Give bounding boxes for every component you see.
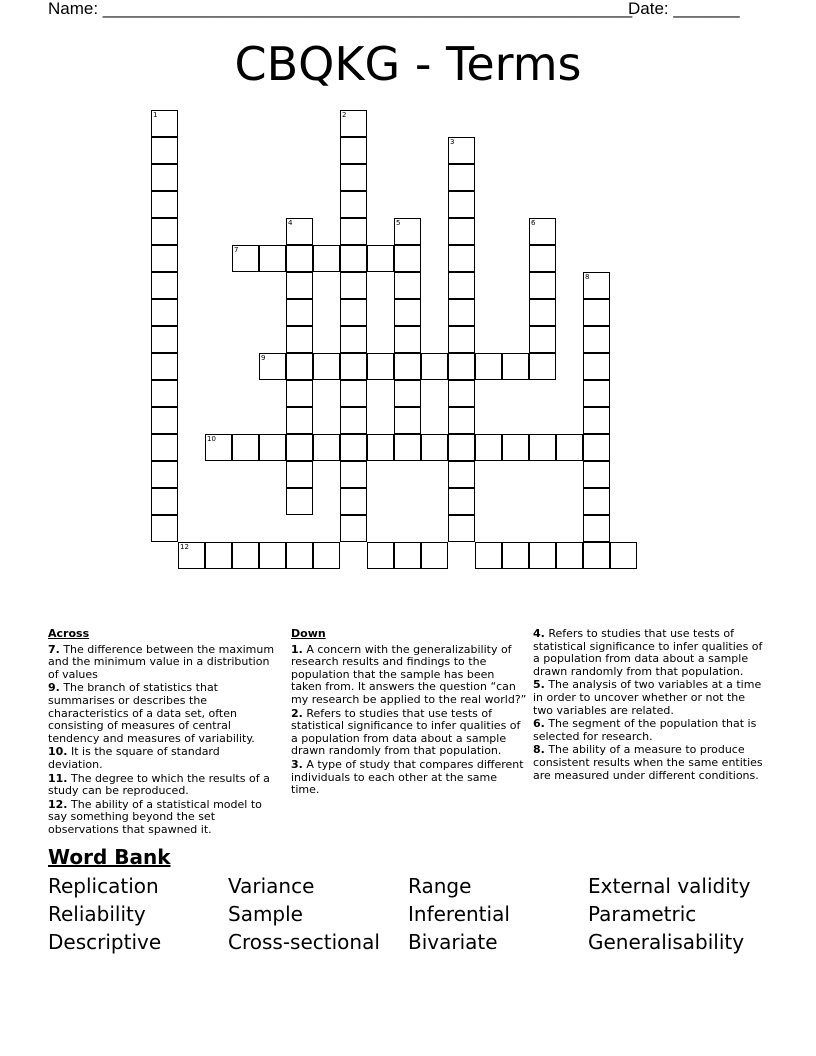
clue-item-text: A type of study that compares different individuals to each other at the same time. — [291, 757, 524, 797]
grid-cell[interactable] — [367, 245, 394, 272]
grid-cell[interactable] — [583, 380, 610, 407]
word-bank-word: Variance — [228, 874, 315, 898]
grid-cell[interactable] — [151, 191, 178, 218]
clue-item-number: 1. — [291, 642, 303, 656]
across-clues — [48, 628, 276, 838]
grid-cell[interactable] — [610, 542, 637, 569]
grid-cell[interactable] — [583, 461, 610, 488]
grid-cell[interactable] — [340, 191, 367, 218]
clue-item-number: 10. — [48, 745, 68, 759]
clue-number: 8 — [585, 273, 590, 281]
clue-item-number: 6. — [533, 717, 545, 731]
grid-cell[interactable] — [151, 515, 178, 542]
grid-cell[interactable] — [529, 542, 556, 569]
grid-cell[interactable] — [448, 245, 475, 272]
clue-item-number: 4. — [533, 627, 545, 640]
grid-cell[interactable] — [475, 353, 502, 380]
clue-item-number: 3. — [291, 757, 303, 771]
clue-item — [48, 799, 276, 837]
grid-cell[interactable] — [583, 407, 610, 434]
grid-cell[interactable] — [367, 353, 394, 380]
grid-cell[interactable] — [259, 245, 286, 272]
clue-item-text: The ability of a measure to produce consistent results when the same entities are measured under different conditions. — [533, 743, 763, 782]
grid-cell[interactable] — [583, 272, 610, 299]
grid-cell[interactable] — [583, 353, 610, 380]
grid-cell[interactable] — [529, 353, 556, 380]
grid-cell[interactable] — [340, 461, 367, 488]
grid-cell[interactable] — [448, 164, 475, 191]
grid-cell[interactable] — [286, 245, 313, 272]
word-bank-word: Parametric — [588, 902, 697, 926]
grid-cell[interactable] — [151, 110, 178, 137]
grid-cell[interactable] — [529, 272, 556, 299]
clue-item-number: 5. — [533, 678, 545, 692]
across-clue-list — [48, 644, 276, 837]
grid-cell[interactable] — [529, 218, 556, 245]
grid-cell[interactable] — [313, 434, 340, 461]
grid-cell[interactable] — [340, 218, 367, 245]
clue-number: 12 — [180, 543, 189, 551]
grid-cell[interactable] — [340, 326, 367, 353]
clue-item — [533, 628, 765, 678]
grid-cell[interactable] — [178, 542, 205, 569]
grid-cell[interactable] — [394, 353, 421, 380]
grid-cell[interactable] — [448, 380, 475, 407]
grid-cell[interactable] — [151, 488, 178, 515]
puzzle-title: CBQKG - Terms — [234, 37, 582, 91]
across-heading: Across — [48, 627, 90, 640]
clue-number: 2 — [342, 111, 347, 119]
grid-cell[interactable] — [340, 110, 367, 137]
grid-cell[interactable] — [583, 326, 610, 353]
grid-cell[interactable] — [421, 542, 448, 569]
grid-cell[interactable] — [448, 137, 475, 164]
grid-cell[interactable] — [313, 353, 340, 380]
grid-cell[interactable] — [151, 407, 178, 434]
clue-item — [48, 746, 276, 771]
clue-item — [291, 708, 527, 758]
clue-number: 9 — [261, 354, 266, 362]
grid-cell[interactable] — [151, 245, 178, 272]
clue-item-text: The difference between the maximum and the minimum value in a distribution of values — [48, 642, 275, 681]
grid-cell[interactable] — [232, 245, 259, 272]
grid-cell[interactable] — [313, 542, 340, 569]
grid-cell[interactable] — [502, 353, 529, 380]
grid-cell[interactable] — [151, 353, 178, 380]
grid-cell[interactable] — [340, 272, 367, 299]
grid-cell[interactable] — [286, 488, 313, 515]
grid-cell[interactable] — [394, 407, 421, 434]
grid-cell[interactable] — [448, 488, 475, 515]
grid-cell[interactable] — [502, 542, 529, 569]
grid-cell[interactable] — [286, 272, 313, 299]
grid-cell[interactable] — [529, 245, 556, 272]
grid-cell[interactable] — [286, 461, 313, 488]
grid-cell[interactable] — [232, 434, 259, 461]
down-clues — [291, 628, 527, 798]
grid-cell[interactable] — [448, 353, 475, 380]
grid-cell[interactable] — [394, 326, 421, 353]
grid-cell[interactable] — [556, 434, 583, 461]
grid-cell[interactable] — [448, 191, 475, 218]
clue-number: 10 — [207, 435, 216, 443]
grid-cell[interactable] — [340, 488, 367, 515]
clue-number: 1 — [153, 111, 158, 119]
grid-cell[interactable] — [367, 434, 394, 461]
grid-cell[interactable] — [394, 542, 421, 569]
grid-cell[interactable] — [448, 434, 475, 461]
down-heading: Down — [291, 627, 326, 640]
grid-cell[interactable] — [151, 434, 178, 461]
grid-cell[interactable] — [151, 218, 178, 245]
grid-cell[interactable] — [448, 515, 475, 542]
grid-cell[interactable] — [448, 461, 475, 488]
grid-cell[interactable] — [367, 542, 394, 569]
clue-item — [48, 644, 276, 682]
grid-cell[interactable] — [340, 515, 367, 542]
grid-cell[interactable] — [421, 434, 448, 461]
grid-cell[interactable] — [394, 380, 421, 407]
grid-cell[interactable] — [583, 299, 610, 326]
grid-cell[interactable] — [529, 434, 556, 461]
grid-cell[interactable] — [583, 542, 610, 569]
clue-item — [48, 773, 276, 798]
clue-item-text: It is the square of standard deviation. — [48, 745, 220, 771]
grid-cell[interactable] — [340, 380, 367, 407]
clue-item-number: 12. — [48, 797, 68, 811]
grid-cell[interactable] — [502, 434, 529, 461]
down-clues-continued — [533, 628, 765, 783]
grid-cell[interactable] — [475, 434, 502, 461]
grid-cell[interactable] — [151, 272, 178, 299]
grid-cell[interactable] — [448, 407, 475, 434]
word-bank-word: Sample — [228, 902, 303, 926]
grid-cell[interactable] — [205, 434, 232, 461]
clue-item — [533, 718, 765, 743]
clue-number: 6 — [531, 219, 536, 227]
grid-cell[interactable] — [340, 434, 367, 461]
grid-cell[interactable] — [448, 299, 475, 326]
word-bank-word: Range — [408, 874, 472, 898]
grid-cell[interactable] — [286, 299, 313, 326]
word-bank-word: External validity — [588, 874, 751, 898]
clue-number: 3 — [450, 138, 455, 146]
grid-cell[interactable] — [259, 542, 286, 569]
word-bank-word: Generalisability — [588, 930, 745, 954]
grid-cell[interactable] — [394, 218, 421, 245]
grid-cell[interactable] — [340, 353, 367, 380]
clue-item-text: Refers to studies that use tests of statistical significance to infer qualities of a population from data about a sample drawn randomly from that population. — [533, 627, 763, 678]
grid-cell[interactable] — [286, 218, 313, 245]
grid-cell[interactable] — [259, 434, 286, 461]
clue-item-text: The degree to which the results of a study can be reproduced. — [48, 771, 270, 798]
grid-cell[interactable] — [448, 272, 475, 299]
clue-item — [533, 744, 765, 782]
word-bank-word: Cross-sectional — [228, 930, 380, 954]
clue-number: 5 — [396, 219, 401, 227]
word-bank — [48, 872, 788, 956]
grid-cell[interactable] — [583, 488, 610, 515]
grid-cell[interactable] — [286, 434, 313, 461]
grid-cell[interactable] — [448, 326, 475, 353]
clue-item-number: 11. — [48, 771, 68, 785]
clue-item-text: A concern with the generalizability of research results and findings to the population that the sample has been taken from. It answers the question “can my research be applied to the real world?” — [291, 642, 527, 706]
word-bank-word: Inferential — [408, 902, 510, 926]
grid-cell[interactable] — [529, 326, 556, 353]
grid-cell[interactable] — [394, 272, 421, 299]
word-bank-word: Reliability — [48, 902, 146, 926]
grid-cell[interactable] — [556, 542, 583, 569]
clue-item-text: The analysis of two variables at a time in order to uncover whether or not the two variables are related. — [533, 678, 762, 717]
grid-cell[interactable] — [421, 353, 448, 380]
clue-number: 4 — [288, 219, 293, 227]
clue-item-number: 8. — [533, 743, 545, 757]
grid-cell[interactable] — [583, 515, 610, 542]
clue-item-number: 9. — [48, 681, 60, 695]
clue-item-text: The branch of statistics that summarises or describes the characteristics of a data set, often consisting of measures of central tendency and measures of variability. — [48, 681, 255, 745]
grid-cell[interactable] — [259, 353, 286, 380]
clue-item — [48, 682, 276, 745]
clue-item-number: 2. — [291, 706, 303, 720]
grid-cell[interactable] — [151, 326, 178, 353]
grid-cell[interactable] — [340, 137, 367, 164]
grid-cell[interactable] — [394, 299, 421, 326]
clue-item-text: Refers to studies that use tests of statistical significance to infer qualities of a population from data about a sample drawn randomly from that population. — [291, 706, 521, 758]
grid-cell[interactable] — [151, 299, 178, 326]
grid-cell[interactable] — [232, 542, 259, 569]
word-bank-heading: Word Bank — [48, 845, 171, 869]
down-clue-list-continued — [533, 628, 765, 782]
word-bank-word: Bivariate — [408, 930, 498, 954]
grid-cell[interactable] — [583, 434, 610, 461]
grid-cell[interactable] — [151, 137, 178, 164]
name-field-label: Name: ________________________________________________________ — [48, 0, 633, 18]
word-bank-word: Replication — [48, 874, 159, 898]
grid-cell[interactable] — [151, 380, 178, 407]
clue-item-text: The ability of a statistical model to say something beyond the set observations that spawned it. — [48, 797, 262, 836]
grid-cell[interactable] — [313, 245, 340, 272]
grid-cell[interactable] — [340, 164, 367, 191]
word-bank-word: Descriptive — [48, 930, 162, 954]
grid-cell[interactable] — [394, 434, 421, 461]
grid-cell[interactable] — [340, 245, 367, 272]
grid-cell[interactable] — [394, 245, 421, 272]
clue-item — [291, 644, 527, 707]
grid-cell[interactable] — [151, 164, 178, 191]
grid-cell[interactable] — [205, 542, 232, 569]
grid-cell[interactable] — [286, 542, 313, 569]
grid-cell[interactable] — [286, 353, 313, 380]
clue-item — [291, 759, 527, 797]
down-clue-list — [291, 644, 527, 797]
clue-number: 7 — [234, 246, 239, 254]
grid-cell[interactable] — [340, 407, 367, 434]
date-field-label: Date: _______ — [628, 0, 740, 18]
clue-item-text: The segment of the population that is selected for research. — [533, 717, 757, 743]
grid-cell[interactable] — [286, 326, 313, 353]
grid-cell[interactable] — [340, 299, 367, 326]
grid-cell[interactable] — [448, 218, 475, 245]
grid-cell[interactable] — [151, 461, 178, 488]
grid-cell[interactable] — [529, 299, 556, 326]
grid-cell[interactable] — [286, 380, 313, 407]
clue-item — [533, 679, 765, 717]
grid-cell[interactable] — [475, 542, 502, 569]
grid-cell[interactable] — [286, 407, 313, 434]
clue-item-number: 7. — [48, 642, 60, 656]
